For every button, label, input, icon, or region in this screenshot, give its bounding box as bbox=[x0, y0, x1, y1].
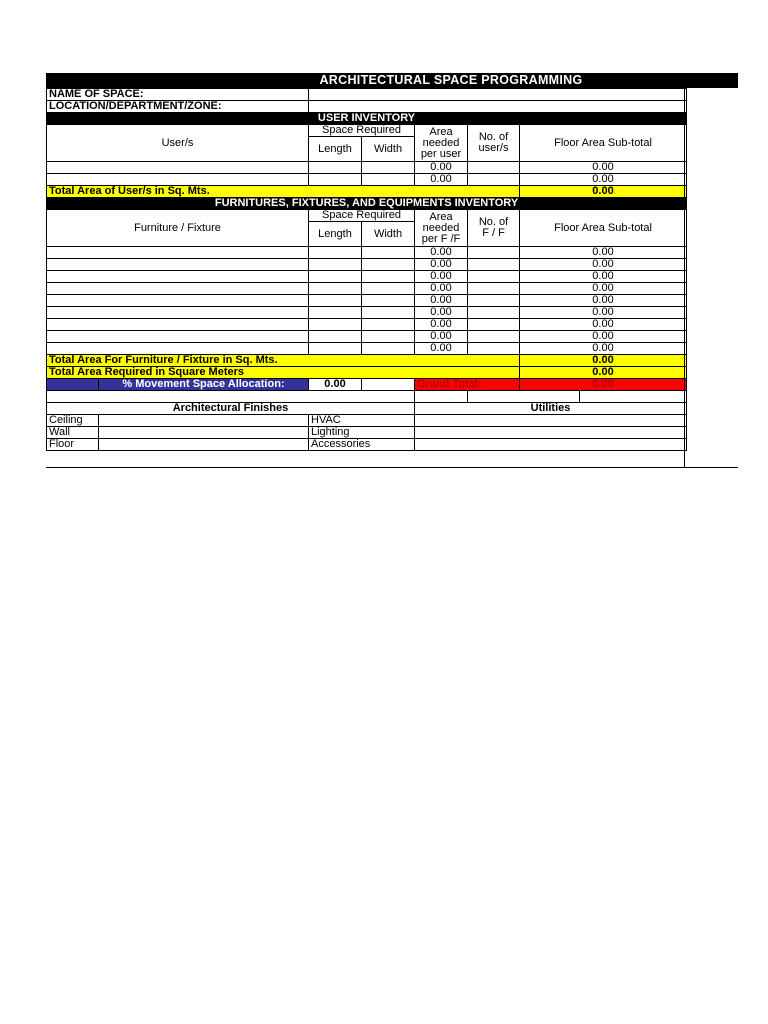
programming-table bbox=[46, 88, 687, 451]
ffe-count-cell[interactable] bbox=[468, 307, 520, 319]
area-header-line1: Area bbox=[429, 125, 453, 138]
length-cell[interactable] bbox=[309, 162, 362, 174]
ffe-length-cell[interactable] bbox=[309, 295, 362, 307]
ffe-total-value: 0.00 bbox=[520, 355, 687, 367]
ffe-width-cell[interactable] bbox=[362, 319, 415, 331]
subtotal-cell[interactable]: 0.00 bbox=[520, 174, 687, 186]
spacer-cell bbox=[415, 391, 468, 403]
spacer-cell bbox=[468, 391, 580, 403]
ffe-length-cell[interactable] bbox=[309, 307, 362, 319]
ffe-no-line1: No. of bbox=[478, 216, 509, 228]
ffe-name-cell[interactable] bbox=[47, 319, 309, 331]
utility-label: HVAC bbox=[309, 415, 415, 427]
finish-value[interactable] bbox=[99, 427, 309, 439]
user-row bbox=[47, 162, 687, 174]
no-of-users-header bbox=[468, 125, 520, 162]
user-name-cell[interactable] bbox=[47, 174, 309, 186]
utility-label: Lighting bbox=[309, 427, 415, 439]
ffe-row bbox=[47, 307, 687, 319]
ffe-length-cell[interactable] bbox=[309, 343, 362, 355]
location-field[interactable] bbox=[309, 101, 687, 113]
ffe-row bbox=[47, 319, 687, 331]
furniture-column-header: Furniture / Fixture bbox=[47, 210, 309, 247]
ffe-row bbox=[47, 247, 687, 259]
name-of-space-field[interactable] bbox=[309, 89, 687, 101]
area-cell[interactable]: 0.00 bbox=[415, 162, 468, 174]
ffe-count-cell[interactable] bbox=[468, 259, 520, 271]
utility-value[interactable] bbox=[415, 427, 687, 439]
user-inventory-heading: USER INVENTORY bbox=[47, 113, 687, 125]
ffe-area-cell[interactable]: 0.00 bbox=[415, 331, 468, 343]
subtotal-header: Floor Area Sub-total bbox=[520, 125, 687, 162]
area-needed-header bbox=[415, 125, 468, 162]
ffe-header-row-1 bbox=[47, 210, 687, 222]
ffe-width-cell[interactable] bbox=[362, 295, 415, 307]
ffe-subtotal-cell[interactable]: 0.00 bbox=[520, 259, 687, 271]
ffe-row bbox=[47, 331, 687, 343]
ffe-length-cell[interactable] bbox=[309, 331, 362, 343]
spacer-cell bbox=[580, 391, 687, 403]
ffe-length-cell[interactable] bbox=[309, 283, 362, 295]
ffe-area-cell[interactable]: 0.00 bbox=[415, 247, 468, 259]
finish-row bbox=[47, 427, 687, 439]
ffe-name-cell[interactable] bbox=[47, 283, 309, 295]
ffe-length-header: Length bbox=[309, 222, 362, 247]
grid-wrapper bbox=[46, 88, 687, 451]
ffe-width-cell[interactable] bbox=[362, 283, 415, 295]
width-cell[interactable] bbox=[362, 174, 415, 186]
count-cell[interactable] bbox=[468, 174, 520, 186]
finish-label: Floor bbox=[47, 439, 99, 451]
ffe-row bbox=[47, 259, 687, 271]
ffe-width-cell[interactable] bbox=[362, 259, 415, 271]
ffe-area-cell[interactable]: 0.00 bbox=[415, 271, 468, 283]
ffe-subtotal-cell[interactable]: 0.00 bbox=[520, 247, 687, 259]
finishes-utilities-heading-row bbox=[47, 403, 687, 415]
ffe-name-cell[interactable] bbox=[47, 271, 309, 283]
no-header-line2: user/s bbox=[478, 142, 509, 154]
user-inventory-heading-row bbox=[47, 113, 687, 125]
ffe-subtotal-cell[interactable]: 0.00 bbox=[520, 283, 687, 295]
ffe-heading-row bbox=[47, 198, 687, 210]
space-required-header: Space Required bbox=[309, 125, 415, 137]
ffe-count-cell[interactable] bbox=[468, 271, 520, 283]
location-row bbox=[47, 101, 687, 113]
utility-label: Accessories bbox=[309, 439, 415, 451]
ffe-length-cell[interactable] bbox=[309, 319, 362, 331]
ffe-width-cell[interactable] bbox=[362, 343, 415, 355]
movement-row bbox=[47, 379, 687, 391]
finish-value[interactable] bbox=[99, 415, 309, 427]
user-name-cell[interactable] bbox=[47, 162, 309, 174]
ffe-subtotal-header: Floor Area Sub-total bbox=[520, 210, 687, 247]
ffe-name-cell[interactable] bbox=[47, 331, 309, 343]
user-row bbox=[47, 174, 687, 186]
area-cell[interactable]: 0.00 bbox=[415, 174, 468, 186]
user-header-row-1 bbox=[47, 125, 687, 137]
bottom-border-rule bbox=[46, 467, 738, 468]
ffe-area-line1: Area bbox=[429, 210, 453, 223]
ffe-name-cell[interactable] bbox=[47, 247, 309, 259]
no-header-line1: No. of bbox=[478, 131, 509, 143]
movement-label: % Movement Space Allocation: bbox=[99, 379, 309, 391]
ffe-subtotal-cell[interactable]: 0.00 bbox=[520, 319, 687, 331]
finish-label: Wall bbox=[47, 427, 99, 439]
spacer-cell bbox=[47, 391, 415, 403]
ffe-area-needed-header bbox=[415, 210, 468, 247]
finish-label: Ceiling bbox=[47, 415, 99, 427]
ffe-area-cell[interactable]: 0.00 bbox=[415, 307, 468, 319]
ffe-area-line2: needed bbox=[422, 221, 460, 234]
movement-value[interactable]: 0.00 bbox=[309, 379, 362, 391]
grand-total-label: Grand Total: bbox=[415, 379, 520, 391]
ffe-name-cell[interactable] bbox=[47, 343, 309, 355]
utility-value[interactable] bbox=[415, 415, 687, 427]
ffe-width-header: Width bbox=[362, 222, 415, 247]
ffe-width-cell[interactable] bbox=[362, 331, 415, 343]
ffe-count-cell[interactable] bbox=[468, 247, 520, 259]
utilities-heading: Utilities bbox=[415, 403, 687, 415]
ffe-total-row bbox=[47, 355, 687, 367]
length-cell[interactable] bbox=[309, 174, 362, 186]
finish-value[interactable] bbox=[99, 439, 309, 451]
ffe-width-cell[interactable] bbox=[362, 307, 415, 319]
count-cell[interactable] bbox=[468, 162, 520, 174]
ffe-length-cell[interactable] bbox=[309, 259, 362, 271]
right-border-rule bbox=[684, 73, 685, 467]
page-title: ARCHITECTURAL SPACE PROGRAMMING bbox=[319, 73, 583, 87]
ffe-width-cell[interactable] bbox=[362, 247, 415, 259]
name-of-space-label: NAME OF SPACE: bbox=[47, 89, 309, 101]
required-total-label: Total Area Required in Square Meters bbox=[47, 367, 520, 379]
width-header: Width bbox=[362, 137, 415, 162]
ffe-area-cell[interactable]: 0.00 bbox=[415, 343, 468, 355]
ffe-count-cell[interactable] bbox=[468, 343, 520, 355]
required-total-value: 0.00 bbox=[520, 367, 687, 379]
user-total-value: 0.00 bbox=[520, 186, 687, 198]
user-total-row bbox=[47, 186, 687, 198]
width-cell[interactable] bbox=[362, 162, 415, 174]
ffe-area-cell[interactable]: 0.00 bbox=[415, 319, 468, 331]
ffe-count-cell[interactable] bbox=[468, 283, 520, 295]
users-column-header: User/s bbox=[47, 125, 309, 162]
ffe-row bbox=[47, 271, 687, 283]
user-total-label: Total Area of User/s in Sq. Mts. bbox=[47, 186, 520, 198]
ffe-name-cell[interactable] bbox=[47, 307, 309, 319]
ffe-row bbox=[47, 343, 687, 355]
utility-value[interactable] bbox=[415, 439, 687, 451]
ffe-name-cell[interactable] bbox=[47, 295, 309, 307]
ffe-subtotal-cell[interactable]: 0.00 bbox=[520, 343, 687, 355]
movement-swatch bbox=[47, 379, 99, 391]
ffe-subtotal-cell[interactable]: 0.00 bbox=[520, 271, 687, 283]
ffe-row bbox=[47, 283, 687, 295]
ffe-no-header bbox=[468, 210, 520, 247]
area-header-line3: per user bbox=[420, 147, 462, 160]
ffe-subtotal-cell[interactable]: 0.00 bbox=[520, 295, 687, 307]
subtotal-cell[interactable]: 0.00 bbox=[520, 162, 687, 174]
spacer-row bbox=[47, 391, 687, 403]
finish-row bbox=[47, 415, 687, 427]
ffe-count-cell[interactable] bbox=[468, 331, 520, 343]
ffe-space-required-header: Space Required bbox=[309, 210, 415, 222]
movement-blank bbox=[362, 379, 415, 391]
ffe-subtotal-cell[interactable]: 0.00 bbox=[520, 331, 687, 343]
ffe-width-cell[interactable] bbox=[362, 271, 415, 283]
ffe-heading: FURNITURES, FIXTURES, AND EQUIPMENTS INVENTORY bbox=[47, 198, 687, 210]
finish-row bbox=[47, 439, 687, 451]
ffe-name-cell[interactable] bbox=[47, 259, 309, 271]
required-total-row bbox=[47, 367, 687, 379]
area-header-line2: needed bbox=[422, 136, 460, 149]
ffe-count-cell[interactable] bbox=[468, 319, 520, 331]
ffe-total-label: Total Area For Furniture / Fixture in Sq. Mts. bbox=[47, 355, 520, 367]
ffe-area-cell[interactable]: 0.00 bbox=[415, 295, 468, 307]
length-header: Length bbox=[309, 137, 362, 162]
location-label: LOCATION/DEPARTMENT/ZONE: bbox=[47, 101, 309, 113]
ffe-area-cell[interactable]: 0.00 bbox=[415, 259, 468, 271]
ffe-area-line3: per F /F bbox=[421, 232, 461, 245]
ffe-length-cell[interactable] bbox=[309, 247, 362, 259]
finishes-heading: Architectural Finishes bbox=[47, 403, 415, 415]
ffe-row bbox=[47, 295, 687, 307]
ffe-length-cell[interactable] bbox=[309, 271, 362, 283]
ffe-subtotal-cell[interactable]: 0.00 bbox=[520, 307, 687, 319]
ffe-count-cell[interactable] bbox=[468, 295, 520, 307]
grand-total-value: 0.00 bbox=[520, 379, 687, 391]
ffe-no-line2: F / F bbox=[482, 227, 505, 239]
name-of-space-row bbox=[47, 89, 687, 101]
ffe-area-cell[interactable]: 0.00 bbox=[415, 283, 468, 295]
